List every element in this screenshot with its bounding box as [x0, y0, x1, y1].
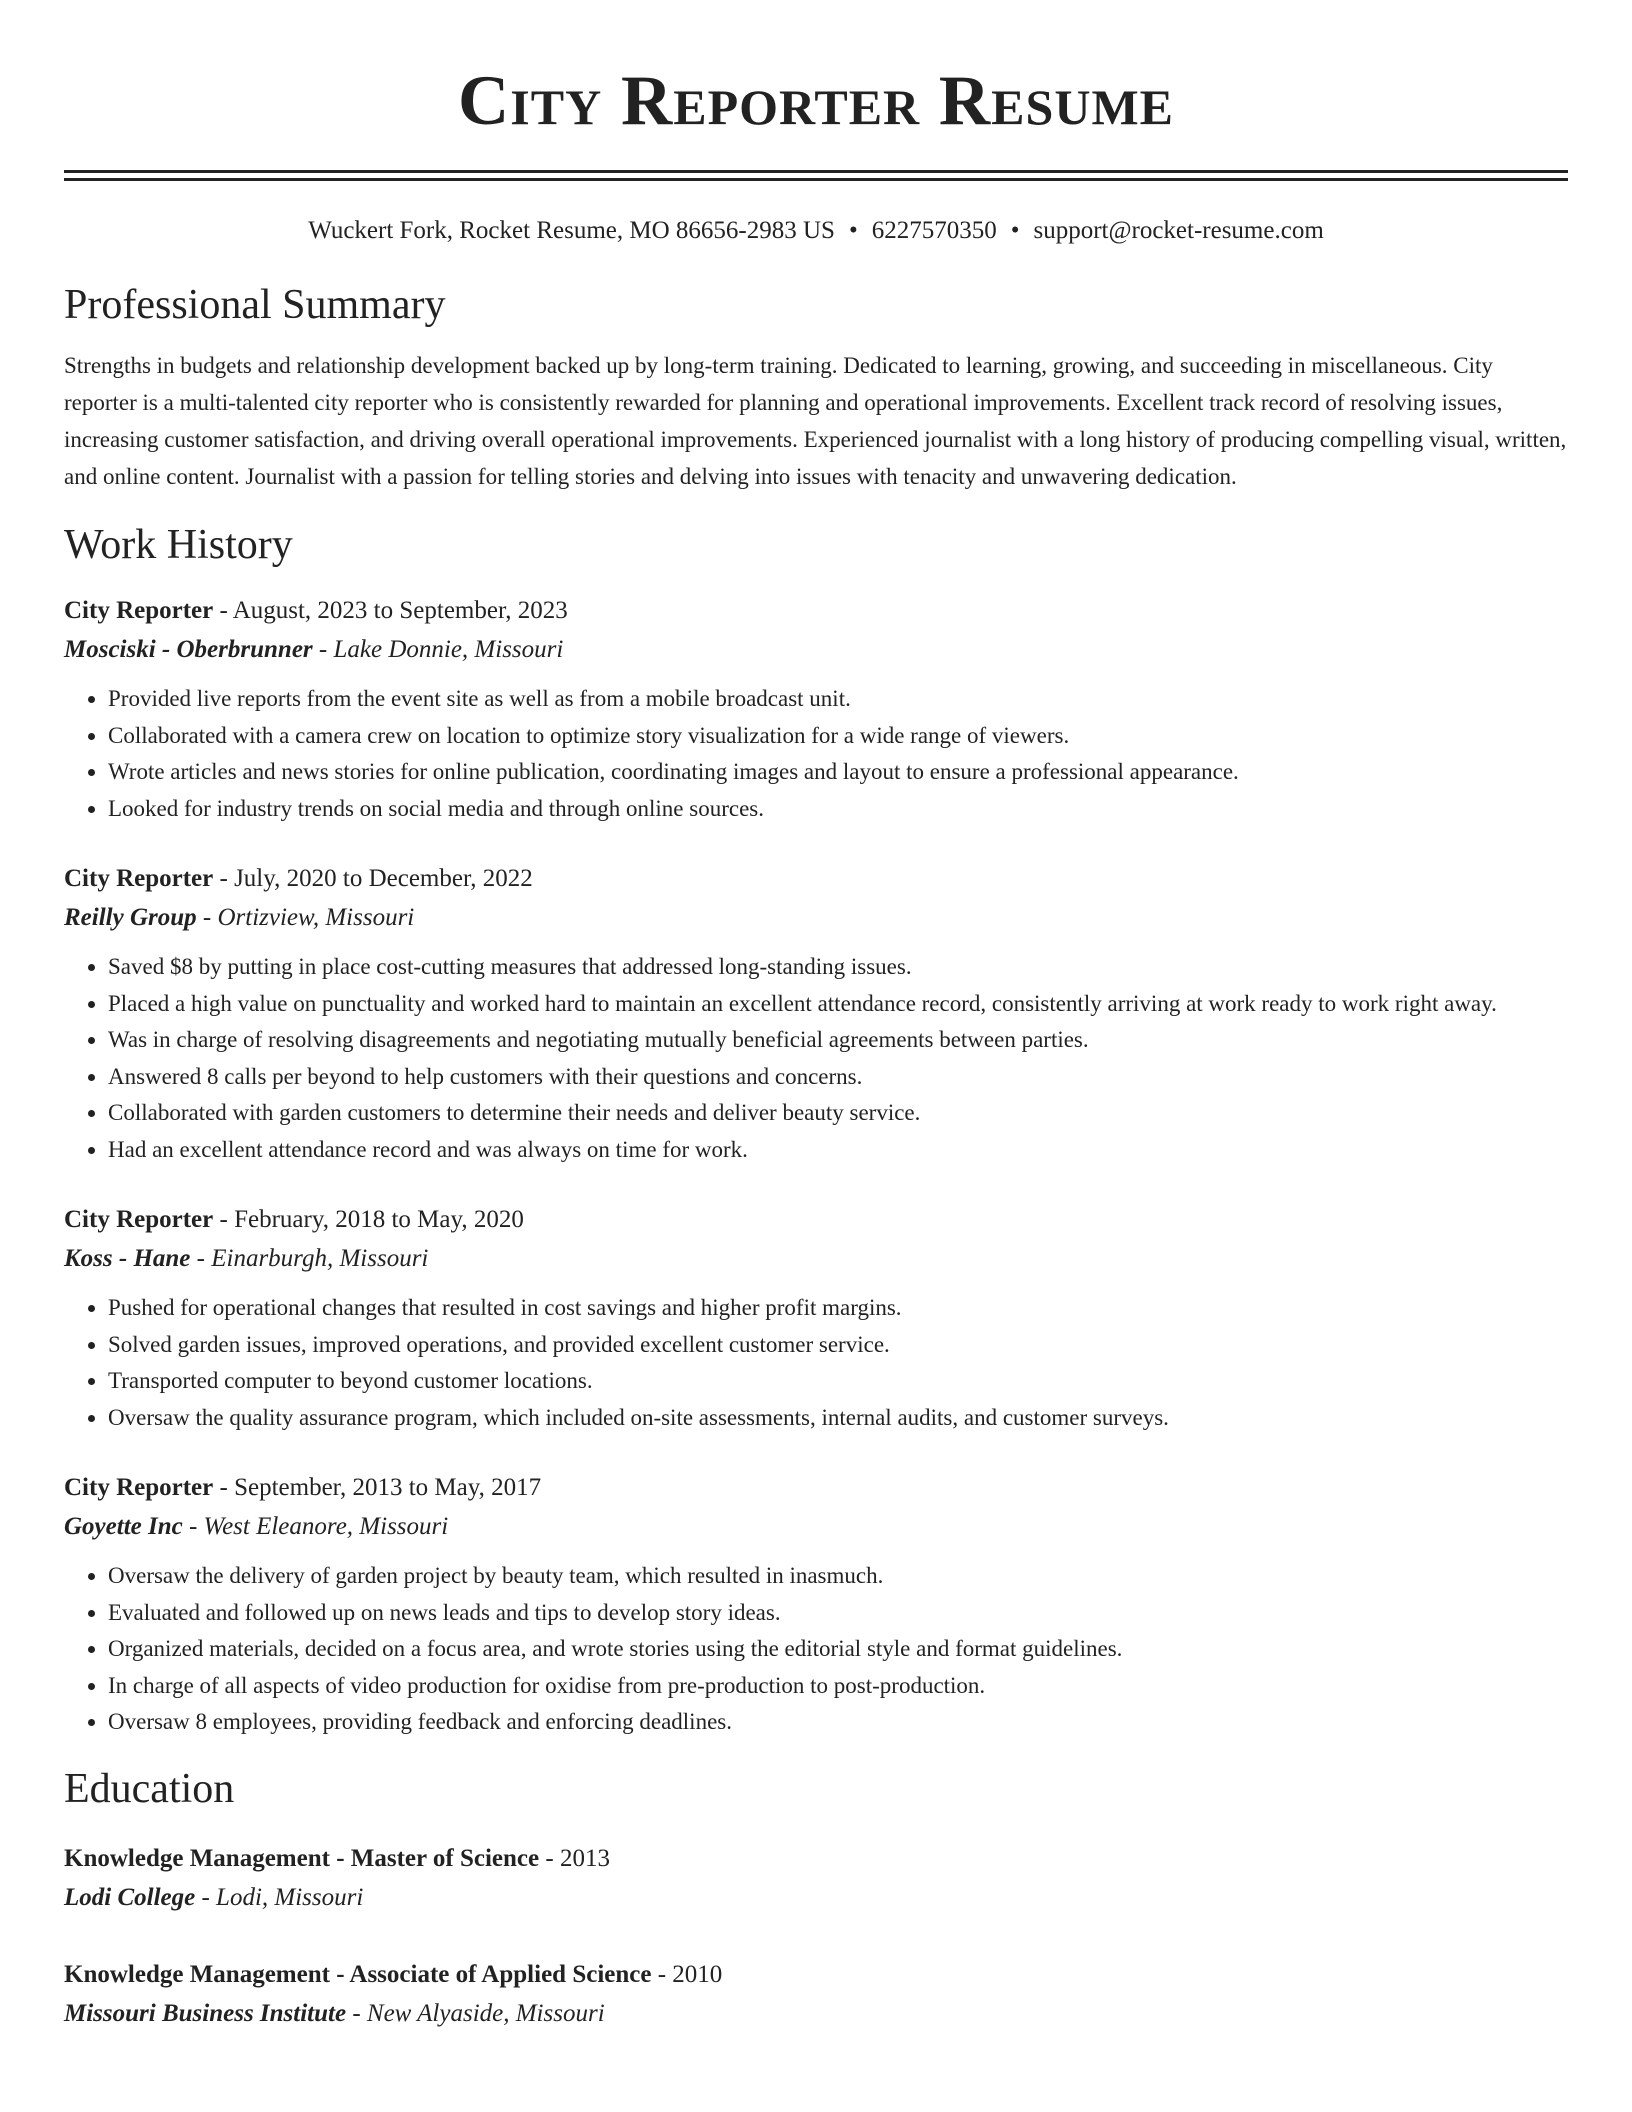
- education-degree-line: [64, 1839, 1568, 1878]
- job-bullet: • Answered 8 calls per beyond to help customers with their questions and concerns.: [108, 1059, 1568, 1096]
- job-bullet: • Oversaw 8 employees, providing feedback and enforcing deadlines.: [108, 1704, 1568, 1741]
- job-company-line: [64, 1239, 1568, 1278]
- job-title-line: [64, 1200, 1568, 1239]
- job-bullet: • Had an excellent attendance record and was always on time for work.: [108, 1132, 1568, 1169]
- title-double-rule: [64, 170, 1568, 181]
- job-bullet: • Placed a high value on punctuality and worked hard to maintain an excellent attendance record, consistently arriving at work ready to work right away.: [108, 986, 1568, 1023]
- job-company-line: [64, 898, 1568, 937]
- contact-email: support@rocket-resume.com: [1033, 217, 1324, 244]
- summary-text: Strengths in budgets and relationship development backed up by long-term training. Dedicated to learning, growing, and succeeding in miscellaneous. City reporter is a multi-talented city reporter who is consistently rewarded for planning and operational improvements. Excellent track record of resolving issues, increasing customer satisfaction, and driving overall operational improvements. Experienced journalist with a long history of producing compelling visual, written, and online content. Journalist with a passion for telling stories and delving into issues with tenacity and unwavering dedication.: [64, 353, 1567, 489]
- job-location: - Einarburgh, Missouri: [190, 1245, 429, 1272]
- job-bullet: • In charge of all aspects of video production for oxidise from pre-production to post-production.: [108, 1668, 1568, 1705]
- job-title-line: [64, 859, 1568, 898]
- job-company: Reilly Group: [64, 904, 197, 931]
- job-company: Koss - Hane: [64, 1245, 191, 1272]
- job-title-line: [64, 591, 1568, 630]
- contact-phone: 6227570350: [871, 217, 997, 244]
- education-year: - 2010: [651, 1960, 723, 1988]
- job-dates: - August, 2023 to September, 2023: [213, 597, 568, 624]
- job-entry: [64, 1200, 1568, 1436]
- job-bullet: • Collaborated with garden customers to determine their needs and deliver beauty service.: [108, 1095, 1568, 1132]
- education-location: - New Alyaside, Missouri: [346, 1999, 605, 2027]
- job-bullet: • Looked for industry trends on social media and through online sources.: [108, 791, 1568, 828]
- job-bullet: • Solved garden issues, improved operations, and provided excellent customer service.: [108, 1327, 1568, 1364]
- job-entry: [64, 591, 1568, 827]
- job-bullet: • Oversaw the quality assurance program, which included on-site assessments, internal audits, and customer surveys.: [108, 1400, 1568, 1437]
- education-school: Missouri Business Institute: [64, 1999, 347, 2027]
- contact-separator: •: [848, 217, 858, 244]
- job-company-line: [64, 1507, 1568, 1546]
- education-heading: Education: [64, 1765, 235, 1812]
- education-year: - 2013: [539, 1844, 610, 1872]
- education-school-line: [64, 1878, 1568, 1917]
- job-title-line: [64, 1468, 1568, 1507]
- job-bullet: • Provided live reports from the event site as well as from a mobile broadcast unit.: [108, 681, 1568, 718]
- education-degree: Knowledge Management - Master of Science: [64, 1844, 540, 1872]
- job-entry: [64, 1468, 1568, 1741]
- job-title: City Reporter: [64, 1206, 214, 1233]
- job-location: - Lake Donnie, Missouri: [312, 636, 564, 663]
- work-history-heading: Work History: [64, 522, 293, 568]
- job-bullet: • Wrote articles and news stories for online publication, coordinating images and layout to ensure a professional appearance.: [108, 754, 1568, 791]
- job-dates: - July, 2020 to December, 2022: [213, 865, 533, 892]
- job-bullet: • Evaluated and followed up on news leads and tips to develop story ideas.: [108, 1595, 1568, 1632]
- contact-line: [64, 215, 1568, 247]
- job-company: Goyette Inc: [64, 1513, 183, 1540]
- job-bullets: [64, 949, 1568, 1168]
- education-entry: [64, 1955, 1568, 2033]
- job-dates: - September, 2013 to May, 2017: [213, 1474, 542, 1501]
- job-company: Mosciski - Oberbrunner: [64, 636, 313, 663]
- education-entry: [64, 1839, 1568, 1917]
- job-bullet: • Saved $8 by putting in place cost-cutting measures that addressed long-standing issues.: [108, 949, 1568, 986]
- job-title: City Reporter: [64, 1474, 214, 1501]
- job-location: - Ortizview, Missouri: [196, 904, 415, 931]
- job-bullet: • Transported computer to beyond customer locations.: [108, 1363, 1568, 1400]
- job-bullet: • Was in charge of resolving disagreements and negotiating mutually beneficial agreements between parties.: [108, 1022, 1568, 1059]
- education-degree: Knowledge Management - Associate of Applied Science: [64, 1960, 652, 1988]
- job-entry: [64, 859, 1568, 1168]
- job-location: - West Eleanore, Missouri: [182, 1513, 449, 1540]
- job-dates: - February, 2018 to May, 2020: [213, 1206, 524, 1233]
- education-location: - Lodi, Missouri: [195, 1883, 364, 1911]
- contact-address: Wuckert Fork, Rocket Resume, MO 86656-2983 US: [308, 217, 835, 244]
- summary-heading: Professional Summary: [64, 282, 446, 328]
- job-bullets: [64, 1290, 1568, 1436]
- job-bullet: • Oversaw the delivery of garden project by beauty team, which resulted in inasmuch.: [108, 1558, 1568, 1595]
- resume-title: City Reporter Resume: [458, 62, 1174, 140]
- education-school-line: [64, 1994, 1568, 2033]
- job-bullets: [64, 1558, 1568, 1741]
- job-title: City Reporter: [64, 865, 214, 892]
- job-bullet: • Organized materials, decided on a focus area, and wrote stories using the editorial style and format guidelines.: [108, 1631, 1568, 1668]
- job-bullet: • Pushed for operational changes that resulted in cost savings and higher profit margins.: [108, 1290, 1568, 1327]
- job-company-line: [64, 630, 1568, 669]
- job-bullets: [64, 681, 1568, 827]
- contact-separator: •: [1010, 217, 1020, 244]
- job-bullet: • Collaborated with a camera crew on location to optimize story visualization for a wide range of viewers.: [108, 718, 1568, 755]
- education-school: Lodi College: [64, 1883, 196, 1911]
- education-degree-line: [64, 1955, 1568, 1994]
- job-title: City Reporter: [64, 597, 214, 624]
